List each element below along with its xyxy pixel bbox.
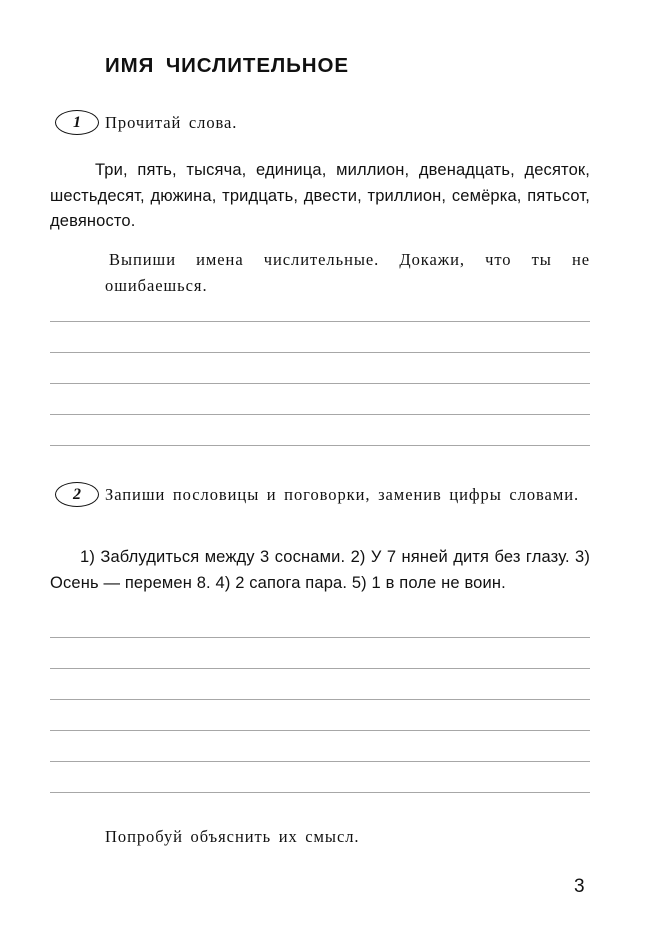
- answer-line[interactable]: [50, 445, 590, 446]
- answer-line[interactable]: [50, 383, 590, 384]
- exercise-2-number: 2: [73, 485, 81, 503]
- answer-line[interactable]: [50, 792, 590, 793]
- answer-line[interactable]: [50, 699, 590, 700]
- page-number: 3: [574, 876, 585, 897]
- exercise-2-closing: Попробуй объяснить их смысл.: [105, 827, 360, 846]
- page-title: ИМЯ ЧИСЛИТЕЛЬНОЕ: [105, 54, 349, 77]
- answer-line[interactable]: [50, 730, 590, 731]
- answer-line[interactable]: [50, 414, 590, 415]
- exercise-1-number: 1: [73, 113, 81, 131]
- exercise-2-proverbs: 1) Заблудиться между 3 соснами. 2) У 7 няней дитя без глазу. 3) Осень — перемен 8. 4) 2 сапога пара. 5) 1 в поле не воин.: [50, 548, 590, 592]
- answer-line[interactable]: [50, 321, 590, 322]
- exercise-2-marker: [55, 482, 99, 507]
- exercise-1-task: Выпиши имена числительные. Докажи, что ты не ошибаешься.: [105, 250, 590, 295]
- exercise-2-prompt: Запиши пословицы и поговорки, заменив цифры словами.: [105, 485, 580, 504]
- answer-line[interactable]: [50, 352, 590, 353]
- answer-line[interactable]: [50, 637, 590, 638]
- exercise-1-word-list: Три, пять, тысяча, единица, миллион, двенадцать, десяток, шестьдесят, дюжина, тридцать, двести, триллион, семёрка, пятьсот, девяносто.: [50, 161, 590, 230]
- exercise-1-prompt: Прочитай слова.: [105, 113, 238, 132]
- answer-line[interactable]: [50, 761, 590, 762]
- answer-line[interactable]: [50, 668, 590, 669]
- exercise-1-marker: [55, 110, 99, 135]
